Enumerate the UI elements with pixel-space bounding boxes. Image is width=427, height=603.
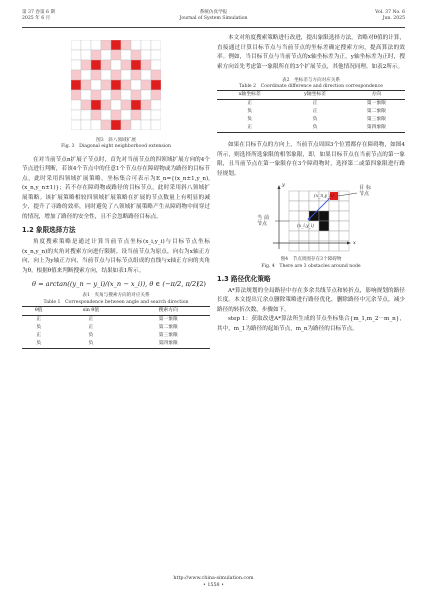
grid-cell [121, 90, 131, 100]
table-row [22, 324, 210, 332]
grid-cell [289, 231, 299, 241]
table-cell: 正 [36, 332, 42, 338]
header-center [0, 10, 427, 22]
grid-cell [91, 80, 101, 90]
grid-cell [299, 201, 309, 211]
figure-4-caption-cn: 图4 节点周围存在3个障碍物 [280, 257, 342, 263]
header-right [375, 10, 405, 22]
grid-cell [71, 50, 81, 60]
grid-cell [131, 50, 141, 60]
table-header: y轴坐标差 [282, 91, 347, 100]
grid-cell [71, 110, 81, 120]
grid-cell [151, 50, 161, 60]
grid-cell [289, 241, 299, 251]
figure-4 [217, 179, 405, 257]
table-cell: 正 [247, 101, 253, 107]
table-header: x轴坐标差 [217, 91, 282, 100]
grid-cell [339, 221, 349, 231]
expanded-node-cell [111, 120, 121, 130]
grid-cell [101, 80, 111, 90]
target-node-label: 目标节点 [359, 185, 371, 198]
figure-3-caption-cn: 图3 斜八领域扩展 [96, 137, 136, 143]
obstacle-figure [217, 179, 405, 257]
equation-number: (2) [196, 280, 206, 289]
grid-cell [319, 241, 329, 251]
grid-cell [121, 40, 131, 50]
y-axis-arrow-icon [278, 185, 281, 189]
grid-cell [81, 100, 91, 110]
table-cell: 正 [312, 109, 318, 115]
grid-cell [71, 40, 81, 50]
grid-cell [121, 80, 131, 90]
grid-cell [151, 110, 161, 120]
table-2-caption-cn: 表2 坐标差与方向对应关系 [281, 78, 341, 83]
grid-cell [329, 211, 339, 221]
table-row [22, 340, 210, 349]
grid-cell [319, 201, 329, 211]
grid-cell [299, 241, 309, 251]
paragraph: 本文对角度搜索策略进行改进，提出象限选择方法。省略对θ值的计算，直接通过计算目标节点与当前节点的坐标差确定搜索方向，提高算法的效率。例如，当目标节点与当前节点的x轴坐标差为正，y轴坐标差为正时，搜索方向首先考虑第一象限所在的3个扩展节点，其他情况同理，如表2所示。 [217, 35, 405, 70]
grid-cell [151, 60, 161, 70]
grid-cell [81, 110, 91, 120]
table-cell: 负 [247, 109, 253, 115]
table-2 [217, 90, 405, 133]
grid-cell [81, 70, 91, 80]
footer-url: http://www.china-simulation.com [173, 576, 254, 581]
grid-cell [141, 100, 151, 110]
grid-cell [141, 110, 151, 120]
table-header: 搜索方向 [126, 306, 210, 315]
table-row [22, 332, 210, 340]
grid-cell [81, 60, 91, 70]
table-cell: 第一象限 [366, 101, 386, 107]
paragraph: step 1：获取改进A*算法所生成的节点坐标集合{m_1,m_2⋯m_n}，其中，m_1为路径的起始节点，m_n为路径的目标节点。 [217, 316, 405, 332]
table-header: 方向 [348, 91, 405, 100]
grid-cell [81, 90, 91, 100]
obstacle-cell [309, 211, 319, 221]
paragraph: 角度搜索策略是通过计算当前节点坐标(x_i,y_i)与目标节点坐标(x_n,y_n)的夹角对搜索方向进行限制。设当前节点为原点，向右为x轴正方向，向上为y轴正方向，当前节点与目标节点组成的直线与x轴正方向的夹角为θ。根据θ值来判断搜索方向，结果如表1所示。 [22, 239, 210, 274]
grid-cell [121, 70, 131, 80]
table-cell: 第三象限 [366, 117, 386, 123]
expanded-node-cell [151, 80, 161, 90]
grid-cell [141, 70, 151, 80]
grid-cell [131, 40, 141, 50]
table-cell: 正 [88, 316, 94, 322]
expanded-node-cell [111, 80, 121, 90]
expanded-node-cell [131, 60, 141, 70]
table-row [22, 315, 210, 324]
grid-cell [71, 90, 81, 100]
table-cell: 第二象限 [366, 109, 386, 115]
grid-cell [81, 80, 91, 90]
table-cell: 第四象限 [348, 124, 405, 133]
grid-cell [151, 70, 161, 80]
grid-cell [151, 120, 161, 130]
table-cell: 第二象限 [158, 324, 178, 330]
grid-cell [71, 70, 81, 80]
table-1-caption-cn: 表1 夹角与搜索方向的对应关系 [82, 293, 150, 299]
grid-cell [141, 40, 151, 50]
grid-cell [81, 120, 91, 130]
grid-cell [141, 90, 151, 100]
grid-cell [329, 241, 339, 251]
grid-cell [111, 70, 121, 80]
figure-4-caption-en: Fig. 4 There are 3 obstacles around node [261, 263, 361, 269]
table-cell: 正 [36, 316, 42, 322]
grid-cell [121, 100, 131, 110]
grid-cell [101, 90, 111, 100]
current-node-label: 当前节点 [257, 215, 269, 228]
expanded-node-cell [91, 60, 101, 70]
expanded-node-cell [91, 100, 101, 110]
grid-cell [299, 231, 309, 241]
table-row [217, 124, 405, 133]
table-cell: 第四象限 [126, 340, 210, 349]
grid-cell [131, 70, 141, 80]
journal-volume-en: Vol. 37 No. 6 [375, 10, 405, 15]
left-column [22, 34, 210, 349]
grid-cell [91, 40, 101, 50]
grid-cell [71, 60, 81, 70]
grid-cell [101, 70, 111, 80]
grid-cell [151, 90, 161, 100]
table-row [217, 108, 405, 116]
grid-cell [101, 40, 111, 50]
grid-cell [289, 201, 299, 211]
grid-cell [151, 100, 161, 110]
eight-neighborhood-grid [71, 40, 161, 130]
journal-title-cn: 系统仿真学报 [199, 10, 228, 15]
obstacle-cell [319, 221, 329, 231]
grid-cell [111, 50, 121, 60]
paragraph: A*算法规划的全局路径中存在多余共线节点和转折点，影响规划的路径长度。本文提出冗余点删除策略进行路径优化，删除路径中冗余节点，减少路径的转折次数，步骤如下。 [217, 287, 405, 313]
grid-cell [151, 40, 161, 50]
table-cell: 负 [88, 332, 94, 338]
table-row [217, 100, 405, 109]
grid-cell [329, 221, 339, 231]
table-cell: 正 [217, 124, 282, 133]
table-cell: 第三象限 [158, 332, 178, 338]
grid-cell [299, 211, 309, 221]
equation [22, 279, 210, 290]
table-cell: 正 [312, 101, 318, 107]
grid-cell [101, 50, 111, 60]
table-row [217, 116, 405, 124]
header-rule [22, 27, 405, 28]
obstacle-cell [319, 211, 329, 221]
grid-cell [339, 191, 349, 201]
grid-cell [91, 110, 101, 120]
grid-cell [329, 231, 339, 241]
grid-cell [101, 110, 111, 120]
grid-cell [91, 50, 101, 60]
grid-cell [81, 50, 91, 60]
grid-cell [141, 80, 151, 90]
table-2-caption-en: Table 2 Coordinate difference and direction correspondence [239, 84, 383, 90]
table-cell: 负 [22, 340, 55, 349]
equation-body: θ = arctan((y_n − y_i)/(x_n − x_i)), θ ∈ (−π/2, π/2) [32, 280, 199, 289]
right-column [217, 34, 405, 334]
grid-cell [71, 100, 81, 110]
section-heading: 1.2 象限选择方法 [22, 226, 76, 235]
grid-cell [289, 191, 299, 201]
grid-cell [131, 120, 141, 130]
grid-cell [111, 90, 121, 100]
table-cell: 负 [312, 117, 318, 123]
y-axis-label: y [282, 182, 285, 189]
grid-cell [131, 90, 141, 100]
grid-cell [141, 60, 151, 70]
grid-cell [141, 50, 151, 60]
table-cell: 负 [247, 117, 253, 123]
grid-cell [329, 201, 339, 211]
expanded-node-cell [71, 80, 81, 90]
table-cell: 负 [55, 340, 126, 349]
grid-cell [309, 201, 319, 211]
figure-3-caption-en: Fig. 3 Diagonal eight neighborhood extension [61, 143, 171, 149]
table-cell: 负 [282, 124, 347, 133]
table-1 [22, 306, 210, 349]
grid-cell [121, 60, 131, 70]
grid-cell [71, 120, 81, 130]
grid-cell [339, 211, 349, 221]
table-1-caption-en: Table 1 Correspondence between angle and search direction [43, 299, 189, 305]
current-coord-label: (x_i,y_i) [297, 224, 314, 230]
grid-cell [91, 90, 101, 100]
section-heading: 1.3 路径优化策略 [217, 274, 271, 283]
grid-cell [91, 120, 101, 130]
target-coord-label: (x_n,y_n) [314, 194, 334, 200]
page-number: • 1558 • [203, 583, 224, 588]
table-cell: 负 [36, 324, 42, 330]
paragraph: 在对当前节点n扩展子节点时，首先对当前节点的四领域扩展方向的4个节点进行判断，若该4个节点中的任意1个节点存在障碍物或为路径的目标节点，此时采用四领域扩展策略，坐标集合可表示为E_n={(x_n±1,y_n),(x_n,y_n±1)}；若不存在障碍物或路径的目标节点，此时采用斜八领域扩展策略。该扩展策略相较四领域扩展策略在扩展的节点数量上有明显的减少，提升了寻路的效率，同时避免了八领域扩展策略产生从障碍物中间穿过的情况，增加了路径的安全性，且不会忽略路径目标点。 [22, 156, 210, 220]
footer [0, 575, 427, 589]
journal-title-en: Journal of System Simulation [179, 16, 248, 21]
grid-cell [289, 211, 299, 221]
journal-volume: 第 37 卷第 6 期 [22, 10, 55, 15]
figure-3 [22, 40, 210, 135]
current-node [308, 218, 311, 221]
grid-cell [299, 191, 309, 201]
x-axis-label: x [353, 240, 356, 247]
grid-cell [101, 100, 111, 110]
grid-cell [131, 80, 141, 90]
grid-cell [121, 120, 131, 130]
expanded-node-cell [111, 40, 121, 50]
table-cell: 第一象限 [158, 316, 178, 322]
table-cell: 正 [88, 324, 94, 330]
expanded-node-cell [131, 100, 141, 110]
table-header: sin θ值 [55, 306, 126, 315]
journal-date-en: Jun. 2025 [382, 16, 405, 21]
table-header: θ值 [22, 306, 55, 315]
grid-cell [309, 241, 319, 251]
grid-cell [81, 40, 91, 50]
grid-cell [91, 70, 101, 80]
grid-cell [131, 110, 141, 120]
grid-cell [121, 110, 131, 120]
grid-cell [111, 110, 121, 120]
grid-cell [111, 60, 121, 70]
grid-cell [141, 120, 151, 130]
grid-cell [339, 231, 349, 241]
grid-cell [111, 100, 121, 110]
grid-cell [101, 60, 111, 70]
grid-cell [339, 201, 349, 211]
grid-cell [309, 231, 319, 241]
grid-cell [121, 50, 131, 60]
grid-cell [319, 231, 329, 241]
grid-cell [101, 120, 111, 130]
paragraph: 如果在目标节点的方向上，当前节点周围3个位置都存在障碍物，如图4所示，则选择所选象限的相邻象限，即，如果目标节点在当前节点的第一象限，且当前节点在第一象限存在3个障碍物时，选择第二或第四象限进行路径规划。 [217, 142, 405, 177]
journal-date: 2025 年 6 月 [22, 16, 51, 21]
